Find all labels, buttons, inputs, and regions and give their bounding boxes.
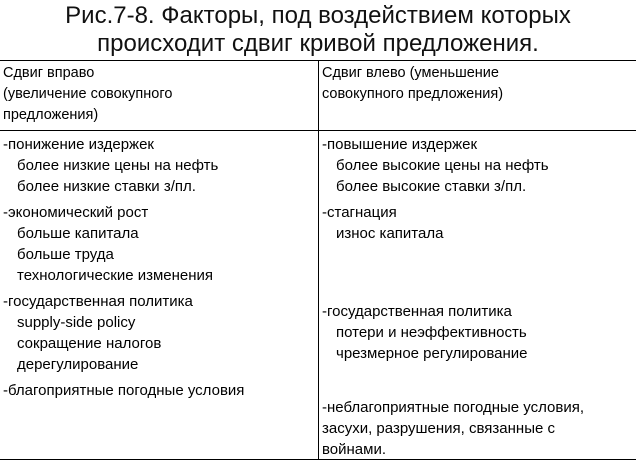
group-heading-continuation: засухи, разрушения, связанные с	[322, 420, 555, 437]
left-group-cost-decrease	[3, 134, 218, 197]
group-heading: -экономический рост	[3, 204, 149, 221]
group-heading: -государственная политика	[322, 303, 512, 320]
list-item: потери и неэффективность	[336, 324, 527, 341]
title-line-2: происходит сдвиг кривой предложения.	[97, 30, 539, 57]
list-item: более низкие ставки з/пл.	[17, 178, 196, 195]
left-group-government-policy	[3, 291, 193, 375]
group-heading-continuation: войнами.	[322, 441, 387, 458]
list-item: более высокие ставки з/пл.	[336, 178, 527, 195]
right-group-stagnation	[322, 202, 443, 244]
right-group-cost-increase	[322, 134, 549, 197]
left-group-economic-growth	[3, 202, 213, 286]
group-heading: -понижение издержек	[3, 136, 154, 153]
list-item: больше капитала	[17, 225, 139, 242]
page-title	[0, 2, 636, 58]
header-cell-right-shift	[3, 63, 172, 126]
group-heading: -стагнация	[322, 204, 397, 221]
right-group-government-policy	[322, 301, 527, 364]
table-column-divider	[318, 60, 319, 460]
header-right-line-2: совокупного предложения)	[322, 86, 504, 102]
list-item: более высокие цены на нефть	[336, 157, 549, 174]
header-left-line-3: предложения)	[3, 107, 99, 123]
header-right-line-1: Сдвиг влево (уменьшение	[322, 65, 499, 81]
group-heading: -благоприятные погодные условия	[3, 382, 245, 399]
title-line-1: Рис.7-8. Факторы, под воздействием которых	[65, 2, 571, 29]
list-item: больше труда	[17, 246, 114, 263]
group-heading: -неблагоприятные погодные условия,	[322, 399, 585, 416]
list-item: supply-side policy	[17, 314, 136, 331]
header-cell-left-shift	[322, 63, 503, 105]
group-heading: -повышение издержек	[322, 136, 478, 153]
list-item: чрезмерное регулирование	[336, 345, 528, 362]
group-heading: -государственная политика	[3, 293, 193, 310]
list-item: технологические изменения	[17, 267, 214, 284]
header-left-line-2: (увеличение совокупного	[3, 86, 173, 102]
left-group-favorable-weather	[3, 380, 244, 401]
list-item: сокращение налогов	[17, 335, 162, 352]
list-item: износ капитала	[336, 225, 444, 242]
right-group-unfavorable-weather	[322, 397, 584, 460]
list-item: более низкие цены на нефть	[17, 157, 219, 174]
header-left-line-1: Сдвиг вправо	[3, 65, 95, 81]
list-item: дерегулирование	[17, 356, 139, 373]
